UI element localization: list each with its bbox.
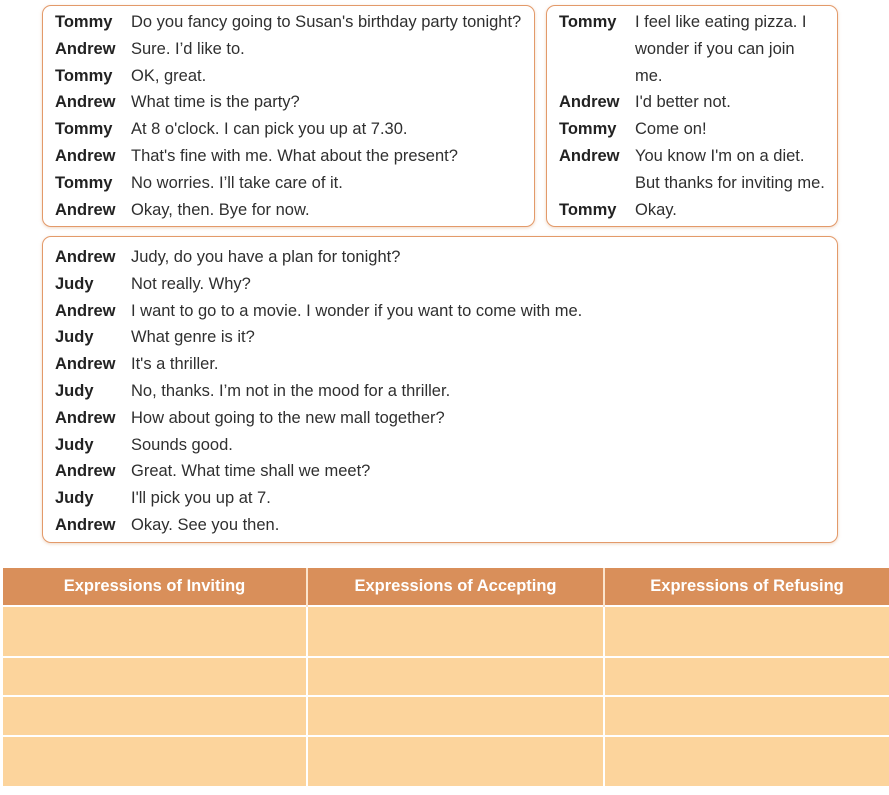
table-cell[interactable] bbox=[604, 606, 889, 657]
speaker-name: Andrew bbox=[55, 147, 116, 165]
utterance-text: Judy, do you have a plan for tonight? bbox=[131, 248, 401, 266]
utterance-text: What time is the party? bbox=[131, 93, 300, 112]
utterance-text: Come on! bbox=[635, 120, 707, 139]
table-cell[interactable] bbox=[307, 657, 604, 696]
speaker-name: Judy bbox=[55, 274, 94, 293]
utterance-text: Not really. Why? bbox=[131, 274, 251, 293]
speaker-name: Tommy bbox=[55, 120, 113, 139]
table-cell[interactable] bbox=[3, 606, 307, 657]
table-cell[interactable] bbox=[3, 736, 307, 786]
speaker-name: Andrew bbox=[55, 462, 116, 481]
table-cell[interactable] bbox=[3, 657, 307, 696]
utterance-text: No, thanks. I’m not in the mood for a thriller. bbox=[131, 382, 451, 400]
utterance-text: OK, great. bbox=[131, 66, 207, 85]
table-cell[interactable] bbox=[3, 696, 307, 736]
utterance-text: But thanks for inviting me. bbox=[635, 173, 825, 192]
speaker-name: Andrew bbox=[55, 516, 116, 534]
speaker-name: Andrew bbox=[559, 93, 620, 112]
expressions-table bbox=[3, 568, 889, 786]
speaker-name: Andrew bbox=[55, 408, 116, 427]
utterance-text: Okay. See you then. bbox=[131, 516, 280, 534]
utterance-text: That's fine with me. What about the present? bbox=[131, 147, 458, 165]
header-inviting: Expressions of Inviting bbox=[3, 568, 307, 606]
speaker-name: Andrew bbox=[55, 200, 116, 219]
speaker-name: Tommy bbox=[55, 173, 113, 192]
utterance-text: Great. What time shall we meet? bbox=[131, 462, 371, 481]
speaker-name: Tommy bbox=[55, 13, 113, 31]
table-header-row bbox=[3, 568, 889, 606]
dialogue-box-movie bbox=[42, 236, 838, 543]
speaker-name: Judy bbox=[55, 382, 94, 400]
speaker-name: Judy bbox=[55, 328, 94, 347]
table-cell[interactable] bbox=[307, 606, 604, 657]
utterance-text: I want to go to a movie. I wonder if you want to come with me. bbox=[131, 301, 583, 320]
speaker-name: Judy bbox=[55, 489, 94, 508]
speaker-name: Andrew bbox=[559, 147, 620, 165]
speaker-name: Andrew bbox=[55, 248, 116, 266]
utterance-text: I'd better not. bbox=[635, 93, 731, 112]
utterance-text: I'll pick you up at 7. bbox=[131, 489, 271, 508]
utterance-text: Do you fancy going to Susan's birthday party tonight? bbox=[131, 13, 522, 31]
utterance-text: At 8 o'clock. I can pick you up at 7.30. bbox=[131, 120, 408, 139]
table-cell[interactable] bbox=[307, 696, 604, 736]
speaker-name: Judy bbox=[55, 435, 94, 454]
utterance-text: What genre is it? bbox=[131, 328, 255, 347]
speaker-name: Tommy bbox=[55, 66, 113, 85]
utterance-text: Okay, then. Bye for now. bbox=[131, 200, 310, 219]
table-row bbox=[3, 736, 889, 786]
table-cell[interactable] bbox=[604, 696, 889, 736]
header-refusing: Expressions of Refusing bbox=[604, 568, 889, 606]
speaker-name: Tommy bbox=[559, 120, 617, 139]
utterance-text: How about going to the new mall together? bbox=[131, 408, 445, 427]
speaker-name: Andrew bbox=[55, 301, 116, 320]
speaker-name: Andrew bbox=[55, 39, 116, 58]
utterance-text: Okay. bbox=[635, 200, 677, 219]
table-cell[interactable] bbox=[307, 736, 604, 786]
utterance-text: Sounds good. bbox=[131, 435, 233, 454]
utterance-text: You know I'm on a diet. bbox=[635, 147, 805, 165]
utterance-text: No worries. I’ll take care of it. bbox=[131, 173, 343, 192]
utterance-text: I feel like eating pizza. I bbox=[635, 13, 807, 31]
dialogue-box-pizza bbox=[546, 5, 838, 227]
table-row bbox=[3, 696, 889, 736]
speaker-name: Tommy bbox=[559, 13, 617, 31]
utterance-text: wonder if you can join bbox=[635, 39, 795, 58]
speaker-name: Andrew bbox=[55, 355, 116, 374]
table-row bbox=[3, 657, 889, 696]
table-cell[interactable] bbox=[604, 736, 889, 786]
table-row bbox=[3, 606, 889, 657]
table-cell[interactable] bbox=[604, 657, 889, 696]
header-accepting: Expressions of Accepting bbox=[307, 568, 604, 606]
utterance-text: Sure. I’d like to. bbox=[131, 39, 245, 58]
utterance-text: me. bbox=[635, 66, 663, 85]
dialogue-box-party bbox=[42, 5, 535, 227]
speaker-name: Tommy bbox=[559, 200, 617, 219]
speaker-name: Andrew bbox=[55, 93, 116, 112]
utterance-text: It's a thriller. bbox=[131, 355, 219, 374]
